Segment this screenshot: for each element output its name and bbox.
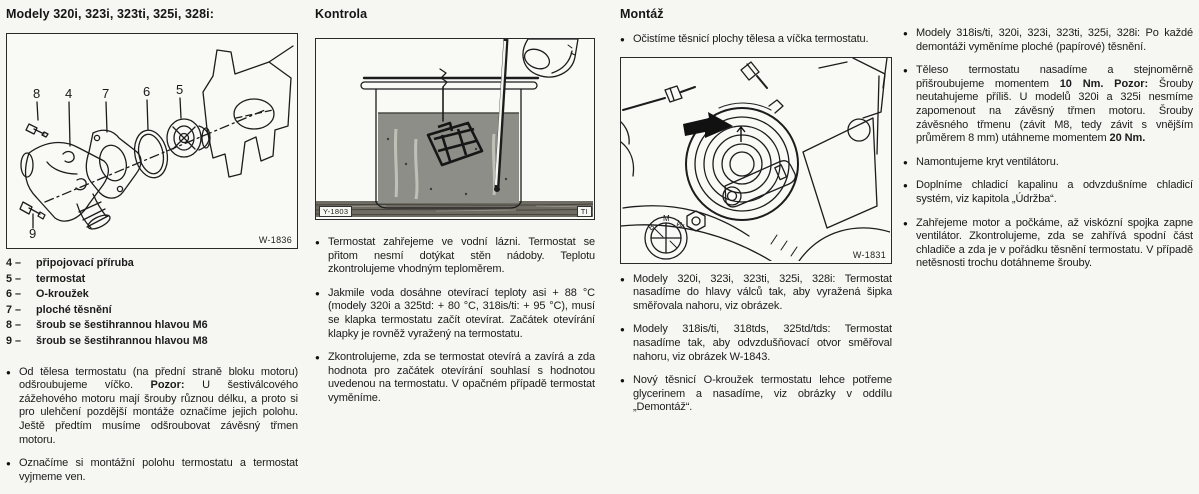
- bullet-marker-icon: ●: [903, 29, 908, 38]
- bullet-list-removal: [6, 366, 298, 485]
- bullet-text: Zahřejeme motor a počkáme, až viskózní spojka zapne ventilátor. Zkontrolujeme, zda se zahřívá spodní část chladiče a zda je v pořádku těsnění termostatu. V případě netěsnosti trochu dotáhneme šrouby.: [916, 216, 1193, 270]
- bullet-text: Jakmile voda dosáhne otevírací teploty asi + 88 °C (modely 320i a 325td: + 80 °C, 318is/ti: + 95 °C), musí se klapka termostatu začít otevírat. Začátek otevírání klapky je rovněž vyražený na termostatu.: [328, 286, 595, 340]
- callout-8: 8: [33, 86, 41, 101]
- bullet-text: Modely 318is/ti, 320i, 323i, 323ti, 325i, 328i: Po každé demontáži vyměníme ploché (papírové) těsnění.: [916, 27, 1193, 53]
- parts-list-item: [6, 318, 298, 334]
- w1831-illustration: [621, 58, 890, 261]
- bullet-text: Termostat zahřejeme ve vodní lázni. Termostat se přitom nesmí dotýkat stěn nádoby. Teplotu zkontrolujeme vhodným teploměrem.: [328, 236, 595, 276]
- figure-ref-label: W-1836: [258, 235, 292, 245]
- bullet-item: [903, 217, 1193, 271]
- bullet-item: [315, 236, 595, 277]
- column-montaz: [620, 0, 892, 425]
- w1836-illustration: [7, 34, 296, 246]
- figure-corner-mark: TI: [577, 206, 592, 217]
- parts-list: [6, 256, 298, 350]
- part-number: 9 –: [6, 334, 22, 347]
- bullet-marker-icon: ●: [903, 66, 908, 76]
- bullet-text: Modely 320i, 323i, 323ti, 325i, 328i: Termostat nasadíme do hlavy válců tak, aby vyražená šipka směřovala nahoru, viz obrázek.: [633, 272, 892, 312]
- bullet-marker-icon: ●: [6, 459, 11, 469]
- bullet-marker-icon: ●: [620, 325, 625, 335]
- part-label: šroub se šestihrannou hlavou M8: [36, 334, 208, 347]
- bmw-letter-m: M: [663, 213, 670, 223]
- bullet-text: Od tělesa termostatu (na přední straně bloku motoru) odšroubujeme víčko. Pozor: U šestiválcového zážehového motoru mají šrouby různou délku, a proto si pro ulehčení pozdější montáže označíme jejich polohu. Ještě předtím musíme odšroubovat závěsný třmen motoru.: [19, 365, 298, 446]
- figure-ref-label: Y-1803: [319, 206, 352, 217]
- bullet-item: [903, 27, 1193, 54]
- bullet-text: Očistíme těsnicí plochy tělesa a víčka termostatu.: [633, 33, 869, 45]
- bullet-item: [903, 156, 1193, 170]
- parts-list-item: [6, 272, 298, 288]
- bullet-item: [315, 287, 595, 341]
- bullet-marker-icon: ●: [315, 238, 320, 247]
- parts-list-item: [6, 287, 298, 303]
- callout-6: 6: [143, 84, 151, 99]
- parts-list-item: [6, 334, 298, 350]
- part-number: 6 –: [6, 288, 22, 301]
- bullet-marker-icon: ●: [903, 181, 908, 191]
- bullet-marker-icon: ●: [620, 35, 625, 44]
- bullet-text: Těleso termostatu nasadíme a stejnoměrně přišroubujeme momentem 10 Nm. Pozor: Šrouby neutahujeme příliš. U modelů 320i a 325i nesmíme zapomenout na závěsný třmen motoru. Šrouby závěsného třmenu (závit M8, tedy závit s vnějším průměrem 8 mm) utáhneme momentem 20 Nm.: [916, 64, 1193, 145]
- figure-thermostat-exploded: [6, 33, 298, 249]
- figure-ref-label: W-1831: [852, 249, 886, 260]
- bullet-list-montaz-continued: [903, 27, 1193, 271]
- section-heading-kontrola: Kontrola: [315, 7, 368, 21]
- bullet-list-montaz-below: [620, 273, 892, 415]
- parts-list-item: [6, 303, 298, 319]
- bmw-letter-w: W: [673, 218, 686, 231]
- bullet-marker-icon: ●: [315, 288, 320, 298]
- callout-9: 9: [29, 226, 37, 241]
- part-label: termostat: [36, 272, 86, 285]
- bullet-marker-icon: ●: [315, 353, 320, 363]
- bullet-text: Doplníme chladicí kapalinu a odvzdušníme chladicí systém, viz kapitola „Údržba“.: [916, 179, 1193, 205]
- callout-5: 5: [176, 82, 184, 97]
- part-label: O-kroužek: [36, 288, 89, 301]
- bullet-text: Nový těsnicí O-kroužek termostatu lehce potřeme glycerinem a nasadíme, viz obrázky v oddílu „Demontáž“.: [633, 374, 892, 414]
- parts-list-item: [6, 256, 298, 272]
- column-models: [6, 0, 298, 494]
- part-number: 8 –: [6, 319, 22, 332]
- section-heading-montaz: Montáž: [620, 7, 664, 21]
- part-label: ploché těsnění: [36, 303, 112, 316]
- callout-7: 7: [102, 86, 110, 101]
- callout-4: 4: [65, 86, 73, 101]
- bullet-marker-icon: ●: [620, 274, 625, 284]
- bullet-item: [620, 323, 892, 364]
- y1803-illustration: [316, 39, 593, 217]
- bullet-item: [620, 374, 892, 415]
- bullet-list-montaz-top: [620, 33, 892, 47]
- bullet-item: [620, 273, 892, 314]
- bullet-marker-icon: ●: [903, 157, 908, 167]
- bullet-item: [6, 457, 298, 484]
- bullet-text: Označíme si montážní polohu termostatu a termostat vyjmeme ven.: [19, 457, 298, 483]
- bullet-marker-icon: ●: [620, 376, 625, 386]
- figure-water-bath-test: [315, 38, 595, 220]
- part-label: připojovací příruba: [36, 257, 134, 269]
- section-heading-models: Modely 320i, 323i, 323ti, 325i, 328i:: [6, 7, 214, 21]
- bullet-item: [6, 366, 298, 448]
- bullet-item: [315, 351, 595, 405]
- column-kontrola: [315, 0, 595, 416]
- part-label: šroub se šestihrannou hlavou M6: [36, 319, 208, 332]
- bullet-text: Modely 318is/ti, 318tds, 325td/tds: Termostat nasadíme tak, aby odvzdušňovací otvor směřoval nahoru, viz obrázek W-1843.: [633, 323, 892, 363]
- part-number: 5 –: [6, 272, 22, 285]
- bmw-letter-b: B: [646, 221, 657, 232]
- bullet-text: Zkontrolujeme, zda se termostat otevírá a zavírá a zda hodnota pro začátek otevírání souhlasí s hodnotou uvedenou na termostatu. V opačném případě termostat vyměníme.: [328, 351, 595, 404]
- bullet-list-kontrola: [315, 236, 595, 406]
- figure-thermostat-arrow: [620, 57, 892, 264]
- bullet-item: [903, 64, 1193, 146]
- bullet-text: Namontujeme kryt ventilátoru.: [916, 155, 1059, 168]
- bullet-marker-icon: ●: [903, 218, 908, 228]
- part-number: 7 –: [6, 303, 22, 316]
- column-montaz-continued: [903, 0, 1193, 281]
- part-number: 4 –: [6, 257, 22, 269]
- bullet-marker-icon: ●: [6, 367, 11, 377]
- bullet-item: [620, 33, 892, 47]
- bullet-item: [903, 179, 1193, 206]
